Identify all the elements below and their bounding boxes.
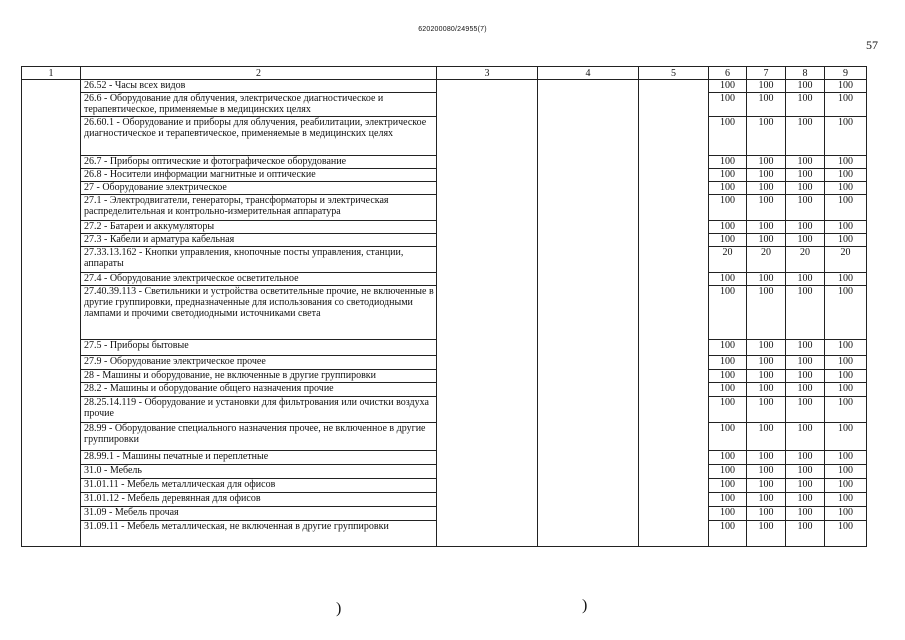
value-cell: 100 [747, 117, 786, 156]
value-cell: 100 [786, 80, 825, 93]
value-cell: 100 [709, 182, 747, 195]
cell-col-3 [437, 286, 538, 340]
cell-col-5 [639, 247, 709, 273]
cell-col-1 [22, 286, 81, 340]
value-cell: 100 [786, 195, 825, 221]
cell-col-1 [22, 493, 81, 507]
cell-col-5 [639, 340, 709, 356]
value-cell: 100 [825, 493, 867, 507]
value-cell: 100 [786, 423, 825, 451]
row-label: 26.52 - Часы всех видов [81, 80, 437, 93]
cell-col-5 [639, 195, 709, 221]
cell-col-3 [437, 169, 538, 182]
value-cell: 100 [747, 80, 786, 93]
row-label: 31.0 - Мебель [81, 465, 437, 479]
cell-col-4 [538, 423, 639, 451]
value-cell: 100 [825, 273, 867, 286]
value-cell: 100 [709, 117, 747, 156]
value-cell: 100 [786, 356, 825, 370]
table-row [22, 195, 867, 221]
value-cell: 100 [709, 169, 747, 182]
value-cell: 100 [825, 93, 867, 117]
cell-col-3 [437, 195, 538, 221]
handwritten-mark: ) [582, 597, 588, 614]
row-label: 28.25.14.119 - Оборудование и установки для фильтрования или очистки воздуха прочие [81, 397, 437, 423]
cell-col-5 [639, 182, 709, 195]
value-cell: 100 [825, 397, 867, 423]
value-cell: 20 [786, 247, 825, 273]
value-cell: 100 [786, 465, 825, 479]
value-cell: 100 [786, 182, 825, 195]
value-cell: 100 [709, 493, 747, 507]
value-cell: 100 [747, 286, 786, 340]
cell-col-3 [437, 507, 538, 521]
row-label: 27.33.13.162 - Кнопки управления, кнопочные посты управления, станции, аппараты [81, 247, 437, 273]
value-cell: 100 [825, 169, 867, 182]
cell-col-3 [437, 117, 538, 156]
row-label: 26.60.1 - Оборудование и приборы для облучения, реабилитации, электрическое диагностическое и терапевтическое, применяемые в медицинских целях [81, 117, 437, 156]
row-label: 26.7 - Приборы оптические и фотографическое оборудование [81, 156, 437, 169]
cell-col-1 [22, 423, 81, 451]
cell-col-1 [22, 465, 81, 479]
cell-col-3 [437, 521, 538, 547]
cell-col-4 [538, 521, 639, 547]
value-cell: 100 [747, 465, 786, 479]
cell-col-4 [538, 507, 639, 521]
row-label: 31.01.11 - Мебель металлическая для офисов [81, 479, 437, 493]
cell-col-4 [538, 493, 639, 507]
row-label: 28 - Машины и оборудование, не включенные в другие группировки [81, 370, 437, 383]
data-table [21, 66, 867, 547]
cell-col-4 [538, 117, 639, 156]
cell-col-1 [22, 195, 81, 221]
value-cell: 100 [786, 156, 825, 169]
table-row [22, 169, 867, 182]
column-header: 7 [747, 67, 786, 80]
column-header: 8 [786, 67, 825, 80]
table-row [22, 507, 867, 521]
column-header: 4 [538, 67, 639, 80]
value-cell: 100 [825, 195, 867, 221]
value-cell: 100 [747, 507, 786, 521]
value-cell: 100 [747, 340, 786, 356]
table-row [22, 340, 867, 356]
table-row [22, 156, 867, 169]
row-label: 31.09.11 - Мебель металлическая, не включенная в другие группировки [81, 521, 437, 547]
table-row [22, 493, 867, 507]
row-label: 26.6 - Оборудование для облучения, электрическое диагностическое и терапевтическое, применяемые в медицинских целях [81, 93, 437, 117]
value-cell: 20 [825, 247, 867, 273]
value-cell: 100 [747, 93, 786, 117]
cell-col-4 [538, 397, 639, 423]
value-cell: 100 [825, 370, 867, 383]
handwritten-mark: ) [336, 600, 342, 617]
value-cell: 100 [747, 383, 786, 397]
cell-col-3 [437, 383, 538, 397]
table-row [22, 397, 867, 423]
table-row [22, 451, 867, 465]
cell-col-5 [639, 80, 709, 93]
value-cell: 100 [825, 451, 867, 465]
row-label: 28.99.1 - Машины печатные и переплетные [81, 451, 437, 465]
value-cell: 100 [747, 479, 786, 493]
cell-col-4 [538, 273, 639, 286]
value-cell: 100 [825, 221, 867, 234]
cell-col-3 [437, 493, 538, 507]
value-cell: 100 [709, 423, 747, 451]
value-cell: 100 [825, 465, 867, 479]
cell-col-5 [639, 234, 709, 247]
value-cell: 100 [709, 286, 747, 340]
table-row [22, 370, 867, 383]
table-row [22, 247, 867, 273]
value-cell: 100 [786, 93, 825, 117]
cell-col-5 [639, 117, 709, 156]
value-cell: 100 [786, 493, 825, 507]
cell-col-1 [22, 370, 81, 383]
value-cell: 100 [786, 507, 825, 521]
table-row [22, 465, 867, 479]
value-cell: 100 [709, 156, 747, 169]
row-label: 27.4 - Оборудование электрическое осветительное [81, 273, 437, 286]
value-cell: 100 [709, 397, 747, 423]
column-header: 6 [709, 67, 747, 80]
value-cell: 100 [709, 479, 747, 493]
cell-col-5 [639, 423, 709, 451]
cell-col-3 [437, 273, 538, 286]
table-row [22, 479, 867, 493]
value-cell: 100 [709, 273, 747, 286]
value-cell: 100 [825, 340, 867, 356]
table-row [22, 273, 867, 286]
column-header: 1 [22, 67, 81, 80]
value-cell: 100 [825, 423, 867, 451]
row-label: 31.01.12 - Мебель деревянная для офисов [81, 493, 437, 507]
value-cell: 100 [786, 221, 825, 234]
table-row [22, 383, 867, 397]
cell-col-4 [538, 195, 639, 221]
value-cell: 100 [825, 356, 867, 370]
row-label: 28.99 - Оборудование специального назначения прочее, не включенное в другие группировки [81, 423, 437, 451]
cell-col-5 [639, 156, 709, 169]
value-cell: 100 [825, 479, 867, 493]
cell-col-5 [639, 286, 709, 340]
cell-col-4 [538, 169, 639, 182]
page-number: 57 [866, 38, 878, 52]
value-cell: 100 [747, 493, 786, 507]
cell-col-5 [639, 383, 709, 397]
table-row [22, 521, 867, 547]
cell-col-1 [22, 221, 81, 234]
value-cell: 100 [747, 451, 786, 465]
value-cell: 100 [786, 383, 825, 397]
value-cell: 100 [709, 80, 747, 93]
value-cell: 100 [786, 286, 825, 340]
cell-col-1 [22, 507, 81, 521]
cell-col-3 [437, 234, 538, 247]
cell-col-5 [639, 273, 709, 286]
cell-col-4 [538, 370, 639, 383]
cell-col-4 [538, 286, 639, 340]
cell-col-1 [22, 117, 81, 156]
cell-col-3 [437, 221, 538, 234]
table-body [22, 80, 867, 547]
table-row [22, 356, 867, 370]
cell-col-4 [538, 383, 639, 397]
table-row [22, 423, 867, 451]
cell-col-3 [437, 356, 538, 370]
cell-col-5 [639, 356, 709, 370]
value-cell: 100 [709, 383, 747, 397]
value-cell: 100 [786, 234, 825, 247]
cell-col-3 [437, 465, 538, 479]
cell-col-1 [22, 356, 81, 370]
cell-col-1 [22, 479, 81, 493]
cell-col-3 [437, 247, 538, 273]
cell-col-4 [538, 156, 639, 169]
cell-col-5 [639, 479, 709, 493]
cell-col-3 [437, 80, 538, 93]
cell-col-5 [639, 221, 709, 234]
cell-col-4 [538, 247, 639, 273]
value-cell: 100 [747, 423, 786, 451]
table-row [22, 80, 867, 93]
value-cell: 100 [786, 521, 825, 547]
cell-col-4 [538, 182, 639, 195]
row-label: 28.2 - Машины и оборудование общего назначения прочие [81, 383, 437, 397]
value-cell: 100 [825, 182, 867, 195]
value-cell: 100 [747, 169, 786, 182]
cell-col-4 [538, 80, 639, 93]
value-cell: 100 [786, 169, 825, 182]
cell-col-1 [22, 80, 81, 93]
column-header: 2 [81, 67, 437, 80]
cell-col-5 [639, 493, 709, 507]
value-cell: 100 [786, 479, 825, 493]
cell-col-1 [22, 273, 81, 286]
value-cell: 100 [709, 370, 747, 383]
value-cell: 100 [747, 521, 786, 547]
cell-col-5 [639, 93, 709, 117]
table-row [22, 286, 867, 340]
value-cell: 100 [709, 356, 747, 370]
cell-col-1 [22, 169, 81, 182]
value-cell: 100 [747, 195, 786, 221]
value-cell: 100 [786, 451, 825, 465]
column-header: 5 [639, 67, 709, 80]
value-cell: 100 [747, 182, 786, 195]
value-cell: 100 [786, 370, 825, 383]
cell-col-1 [22, 521, 81, 547]
row-label: 26.8 - Носители информации магнитные и оптические [81, 169, 437, 182]
value-cell: 100 [825, 156, 867, 169]
row-label: 27 - Оборудование электрическое [81, 182, 437, 195]
header-row [22, 67, 867, 80]
cell-col-3 [437, 479, 538, 493]
value-cell: 100 [709, 451, 747, 465]
cell-col-4 [538, 221, 639, 234]
value-cell: 100 [747, 397, 786, 423]
column-header: 9 [825, 67, 867, 80]
value-cell: 100 [825, 521, 867, 547]
cell-col-1 [22, 156, 81, 169]
cell-col-4 [538, 234, 639, 247]
table-row [22, 182, 867, 195]
column-header: 3 [437, 67, 538, 80]
cell-col-3 [437, 423, 538, 451]
table-row [22, 117, 867, 156]
cell-col-1 [22, 451, 81, 465]
value-cell: 100 [709, 195, 747, 221]
cell-col-1 [22, 383, 81, 397]
table-row [22, 221, 867, 234]
cell-col-5 [639, 397, 709, 423]
cell-col-1 [22, 93, 81, 117]
value-cell: 100 [747, 234, 786, 247]
cell-col-4 [538, 451, 639, 465]
value-cell: 100 [786, 273, 825, 286]
cell-col-5 [639, 465, 709, 479]
value-cell: 100 [709, 234, 747, 247]
cell-col-5 [639, 370, 709, 383]
cell-col-5 [639, 521, 709, 547]
cell-col-4 [538, 93, 639, 117]
cell-col-1 [22, 247, 81, 273]
cell-col-4 [538, 465, 639, 479]
document-id: 620200080/24955(7) [418, 26, 487, 33]
cell-col-3 [437, 156, 538, 169]
row-label: 31.09 - Мебель прочая [81, 507, 437, 521]
value-cell: 100 [709, 521, 747, 547]
value-cell: 100 [709, 507, 747, 521]
value-cell: 100 [825, 383, 867, 397]
value-cell: 100 [825, 117, 867, 156]
row-label: 27.5 - Приборы бытовые [81, 340, 437, 356]
value-cell: 100 [747, 356, 786, 370]
cell-col-1 [22, 182, 81, 195]
row-label: 27.2 - Батареи и аккумуляторы [81, 221, 437, 234]
row-label: 27.40.39.113 - Светильники и устройства осветительные прочие, не включенные в другие группировки, предназначенные для использования со светодиодными лампами и прочими светодиодными источниками света [81, 286, 437, 340]
value-cell: 100 [825, 234, 867, 247]
value-cell: 100 [747, 221, 786, 234]
row-label: 27.9 - Оборудование электрическое прочее [81, 356, 437, 370]
value-cell: 100 [747, 156, 786, 169]
cell-col-5 [639, 169, 709, 182]
cell-col-1 [22, 397, 81, 423]
value-cell: 100 [825, 286, 867, 340]
cell-col-4 [538, 340, 639, 356]
value-cell: 100 [747, 273, 786, 286]
value-cell: 100 [709, 93, 747, 117]
cell-col-3 [437, 370, 538, 383]
value-cell: 100 [709, 465, 747, 479]
value-cell: 100 [747, 370, 786, 383]
table-row [22, 234, 867, 247]
cell-col-3 [437, 182, 538, 195]
cell-col-3 [437, 93, 538, 117]
cell-col-3 [437, 340, 538, 356]
value-cell: 100 [709, 221, 747, 234]
cell-col-5 [639, 507, 709, 521]
value-cell: 100 [825, 507, 867, 521]
cell-col-4 [538, 356, 639, 370]
value-cell: 100 [786, 397, 825, 423]
cell-col-1 [22, 234, 81, 247]
value-cell: 100 [825, 80, 867, 93]
cell-col-4 [538, 479, 639, 493]
value-cell: 100 [786, 340, 825, 356]
table-row [22, 93, 867, 117]
value-cell: 100 [709, 340, 747, 356]
value-cell: 20 [747, 247, 786, 273]
value-cell: 100 [786, 117, 825, 156]
value-cell: 20 [709, 247, 747, 273]
row-label: 27.3 - Кабели и арматура кабельная [81, 234, 437, 247]
row-label: 27.1 - Электродвигатели, генераторы, трансформаторы и электрическая распределительная и контрольно-измерительная аппаратура [81, 195, 437, 221]
cell-col-3 [437, 397, 538, 423]
cell-col-3 [437, 451, 538, 465]
cell-col-1 [22, 340, 81, 356]
cell-col-5 [639, 451, 709, 465]
